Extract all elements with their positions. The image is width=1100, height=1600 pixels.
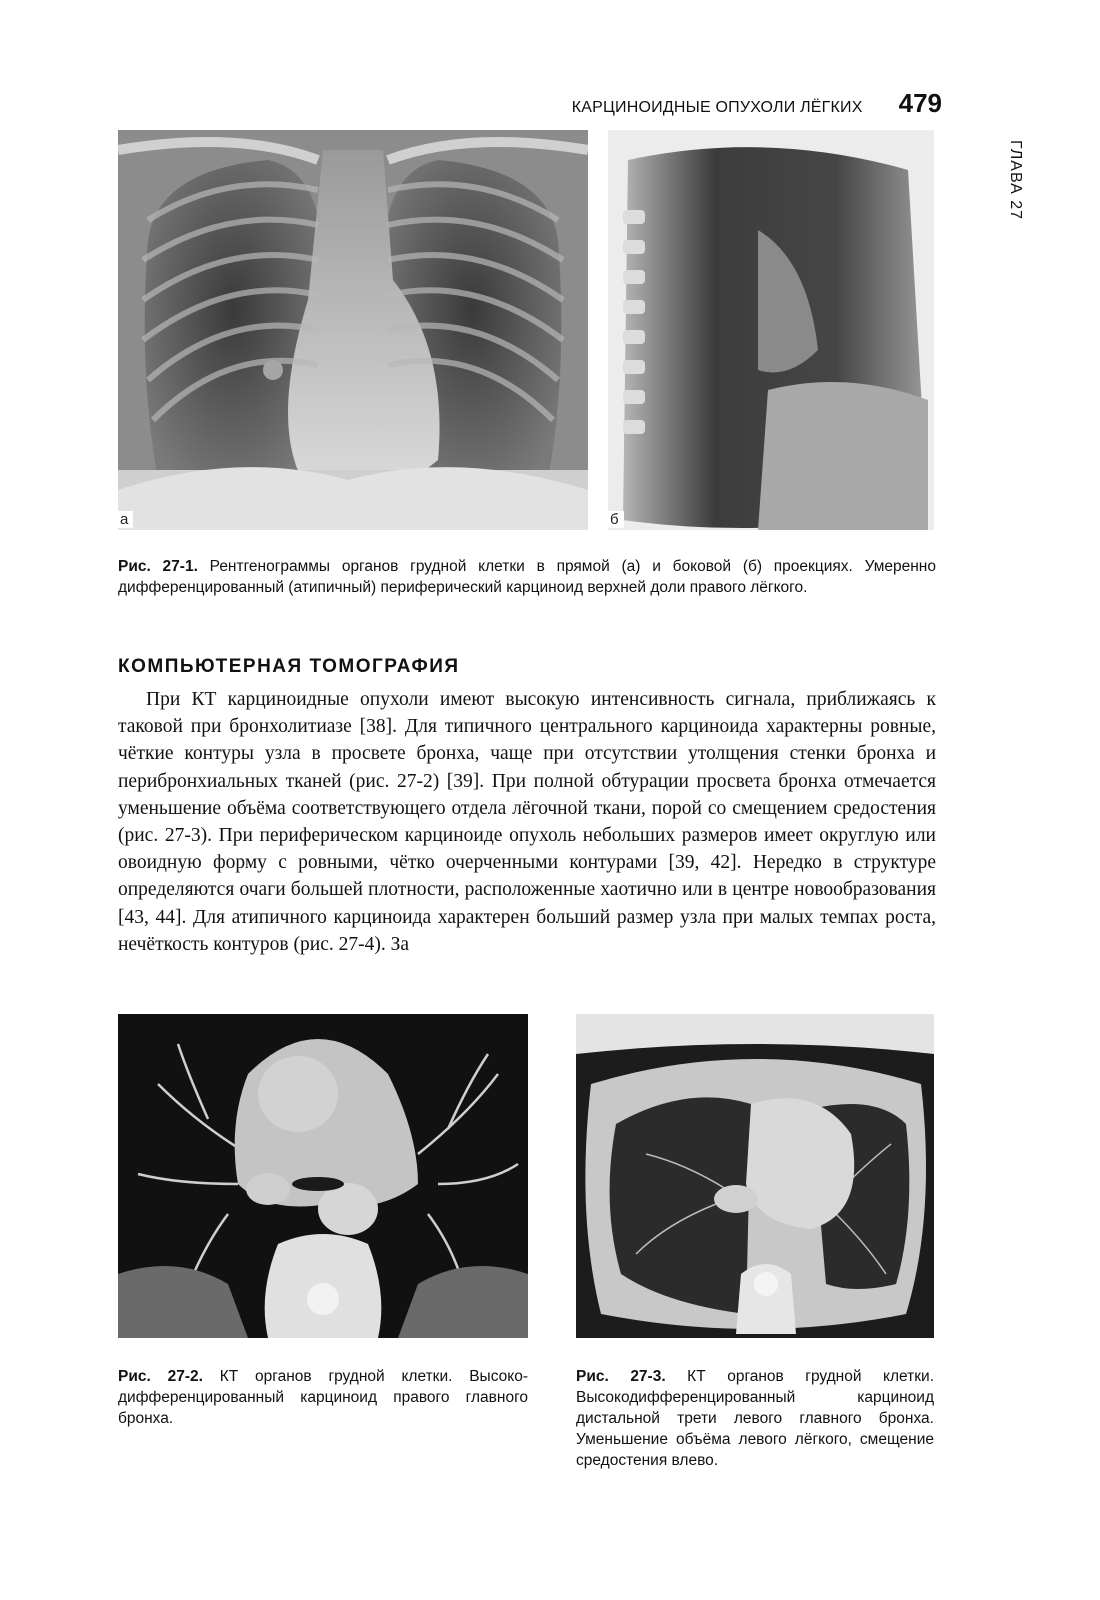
figure-27-2-caption-label: Рис. 27-2.	[118, 1368, 203, 1385]
panel-label-a: а	[118, 511, 133, 528]
chapter-tab: ГЛАВА 27	[1007, 140, 1024, 220]
figure-27-1-caption-text: Рентгенограммы органов грудной клетки в прямой (а) и боковой (б) проекциях. Умеренно дифференцированный (атипичный) периферический карциноид верхней доли правого лёгкого.	[118, 558, 936, 596]
running-title: КАРЦИНОИДНЫЕ ОПУХОЛИ ЛЁГКИХ	[571, 99, 863, 116]
xray-frontal-image	[118, 130, 588, 530]
running-header	[572, 88, 942, 119]
figure-27-3-caption-label: Рис. 27-3.	[576, 1368, 666, 1385]
figure-27-1-caption-label: Рис. 27-1.	[118, 558, 198, 575]
ct-image-27-3	[576, 1014, 934, 1338]
section-heading: КОМПЬЮТЕРНАЯ ТОМОГРАФИЯ	[118, 656, 460, 677]
panel-label-b: б	[608, 511, 624, 528]
xray-lateral-image	[608, 130, 934, 530]
figure-27-2-caption	[118, 1366, 528, 1429]
figure-27-3-caption	[576, 1366, 934, 1471]
figure-27-2-caption-text: КТ органов грудной клетки. Высокодифференцированный карциноид правого главного бронха.	[118, 1368, 528, 1427]
ct-image-27-2	[118, 1014, 528, 1338]
figure-27-1-caption	[118, 556, 936, 598]
body-paragraph: При КТ карциноидные опухоли имеют высокую интенсивность сигнала, приближаясь к таковой при бронхолитиазе [38]. Для типичного центрального карциноида характерны ровные, чёткие контуры узла в просвете бронха, чаще при отсутствии утолщения стенки бронха и перибронхиальных тканей (рис. 27-2) [39]. При полной обтурации просвета бронха отмечается уменьшение объёма соответствующего отдела лёгочной ткани, порой со смещением средостения (рис. 27-3). При периферическом карциноиде опухоль небольших размеров имеет округлую или овоидную форму с ровными, чётко очерченными контурами [39, 42]. Нередко в структуре определяются очаги большей плотности, расположенные хаотично или в центре новообразования [43, 44]. Для атипичного карциноида характерен больший размер узла при малых темпах роста, нечёткость контуров (рис. 27-4). За	[118, 689, 936, 955]
figure-27-3-caption-text: КТ органов грудной клетки. Высокодифференцированный карциноид дистальной трети левого главного бронха. Уменьшение объёма левого лёгкого, смещение средостения влево.	[576, 1368, 934, 1469]
page-number: 479	[898, 88, 942, 118]
